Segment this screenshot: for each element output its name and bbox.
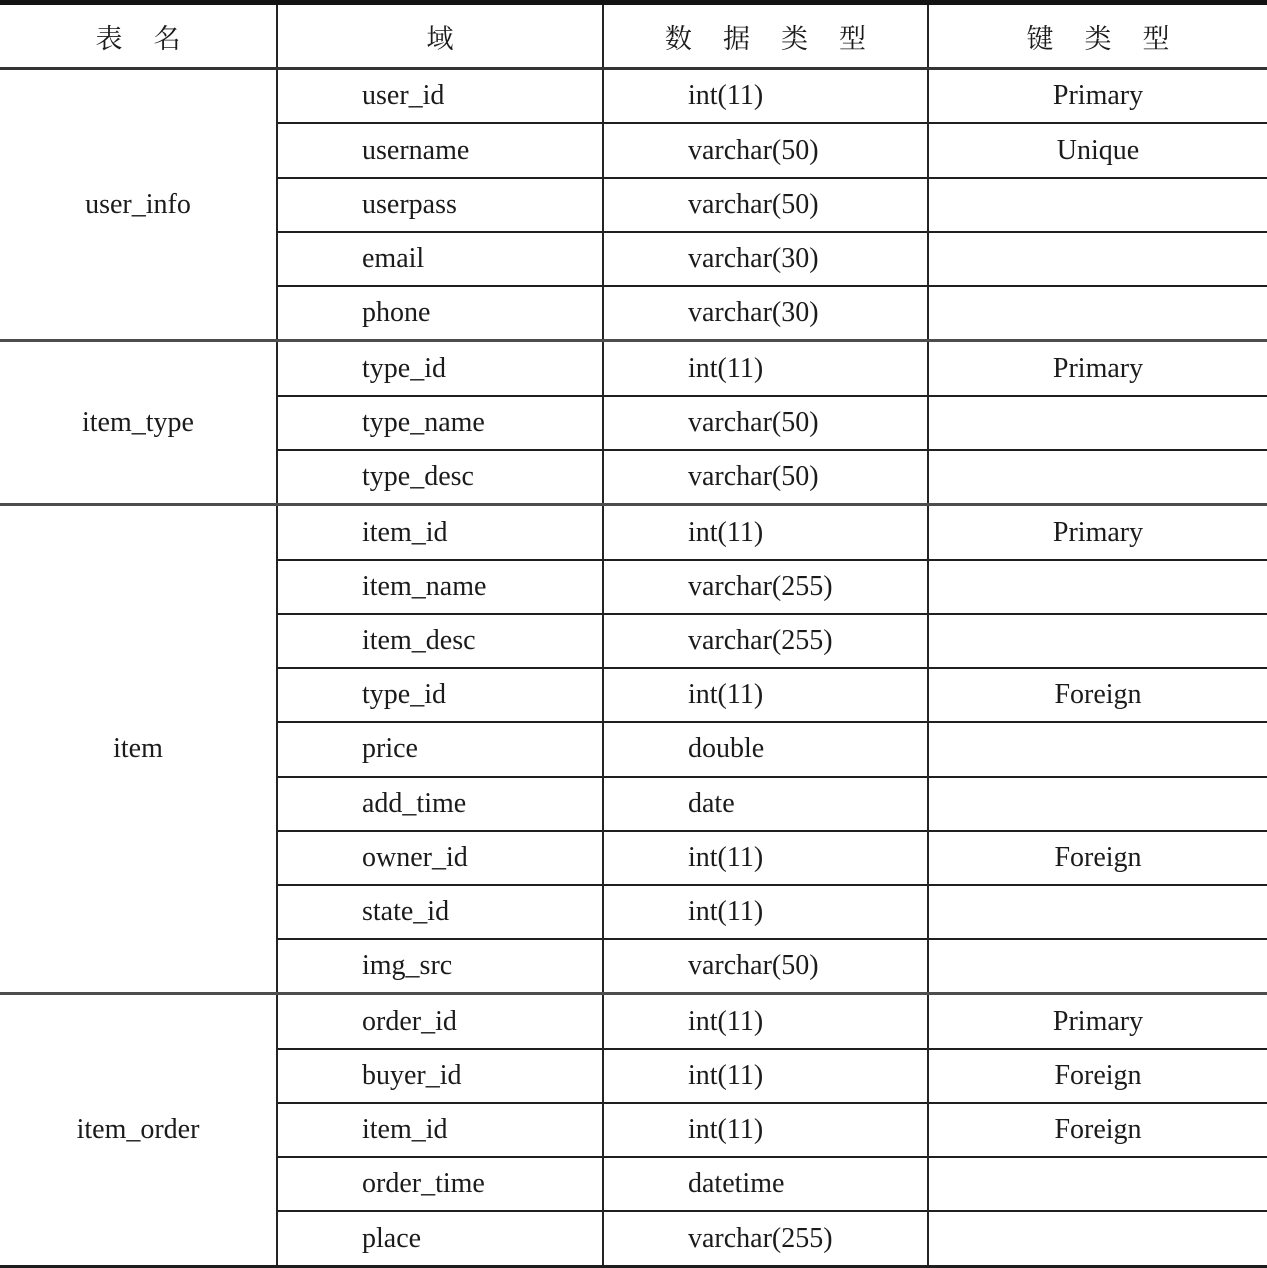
data-type-cell: varchar(255) <box>603 614 928 668</box>
key-type-cell <box>928 232 1267 286</box>
key-type-cell <box>928 777 1267 831</box>
data-type-cell: varchar(255) <box>603 1211 928 1266</box>
key-type-cell <box>928 178 1267 232</box>
header-cell-data-type: 数 据 类 型 <box>603 3 928 69</box>
table-row <box>0 69 1267 124</box>
data-type-cell: int(11) <box>603 994 928 1049</box>
field-name-cell: item_desc <box>277 614 603 668</box>
header-cell-key-type: 键 类 型 <box>928 3 1267 69</box>
field-name-cell: username <box>277 123 603 177</box>
table-name-cell: user_info <box>0 69 277 341</box>
key-type-cell: Foreign <box>928 1103 1267 1157</box>
data-type-cell: varchar(255) <box>603 560 928 614</box>
field-name-cell: type_id <box>277 341 603 396</box>
table-name-cell: item_order <box>0 994 277 1267</box>
schema-table-body <box>0 69 1267 1267</box>
key-type-cell <box>928 1157 1267 1211</box>
table-row <box>0 994 1267 1049</box>
field-name-cell: phone <box>277 286 603 341</box>
key-type-cell <box>928 560 1267 614</box>
data-type-cell: int(11) <box>603 341 928 396</box>
data-type-cell: varchar(50) <box>603 450 928 505</box>
key-type-cell: Primary <box>928 341 1267 396</box>
key-type-cell: Primary <box>928 69 1267 124</box>
key-type-cell <box>928 286 1267 341</box>
key-type-cell <box>928 939 1267 994</box>
data-type-cell: int(11) <box>603 1049 928 1103</box>
field-name-cell: order_id <box>277 994 603 1049</box>
data-type-cell: varchar(30) <box>603 232 928 286</box>
field-name-cell: add_time <box>277 777 603 831</box>
data-type-cell: varchar(30) <box>603 286 928 341</box>
table-name-cell: item_type <box>0 341 277 505</box>
key-type-cell: Foreign <box>928 831 1267 885</box>
key-type-cell: Foreign <box>928 1049 1267 1103</box>
field-name-cell: type_desc <box>277 450 603 505</box>
key-type-cell: Primary <box>928 994 1267 1049</box>
data-type-cell: int(11) <box>603 69 928 124</box>
key-type-cell <box>928 614 1267 668</box>
table-name-cell: item <box>0 505 277 994</box>
table-row <box>0 505 1267 560</box>
field-name-cell: state_id <box>277 885 603 939</box>
data-type-cell: datetime <box>603 1157 928 1211</box>
field-name-cell: item_name <box>277 560 603 614</box>
header-cell-field: 域 <box>277 3 603 69</box>
key-type-cell: Primary <box>928 505 1267 560</box>
field-name-cell: type_name <box>277 396 603 450</box>
key-type-cell <box>928 1211 1267 1266</box>
data-type-cell: int(11) <box>603 668 928 722</box>
field-name-cell: email <box>277 232 603 286</box>
field-name-cell: item_id <box>277 1103 603 1157</box>
data-type-cell: date <box>603 777 928 831</box>
field-name-cell: userpass <box>277 178 603 232</box>
key-type-cell: Foreign <box>928 668 1267 722</box>
data-type-cell: int(11) <box>603 1103 928 1157</box>
data-type-cell: varchar(50) <box>603 178 928 232</box>
data-type-cell: varchar(50) <box>603 939 928 994</box>
schema-table-header <box>0 3 1267 69</box>
data-type-cell: double <box>603 722 928 776</box>
data-type-cell: int(11) <box>603 831 928 885</box>
data-type-cell: varchar(50) <box>603 123 928 177</box>
table-row <box>0 341 1267 396</box>
field-name-cell: buyer_id <box>277 1049 603 1103</box>
header-cell-table-name: 表 名 <box>0 3 277 69</box>
field-name-cell: place <box>277 1211 603 1266</box>
field-name-cell: item_id <box>277 505 603 560</box>
field-name-cell: img_src <box>277 939 603 994</box>
key-type-cell <box>928 722 1267 776</box>
data-type-cell: int(11) <box>603 885 928 939</box>
field-name-cell: user_id <box>277 69 603 124</box>
key-type-cell <box>928 396 1267 450</box>
field-name-cell: owner_id <box>277 831 603 885</box>
field-name-cell: type_id <box>277 668 603 722</box>
data-type-cell: varchar(50) <box>603 396 928 450</box>
field-name-cell: price <box>277 722 603 776</box>
data-type-cell: int(11) <box>603 505 928 560</box>
key-type-cell: Unique <box>928 123 1267 177</box>
header-row <box>0 3 1267 69</box>
key-type-cell <box>928 450 1267 505</box>
field-name-cell: order_time <box>277 1157 603 1211</box>
key-type-cell <box>928 885 1267 939</box>
